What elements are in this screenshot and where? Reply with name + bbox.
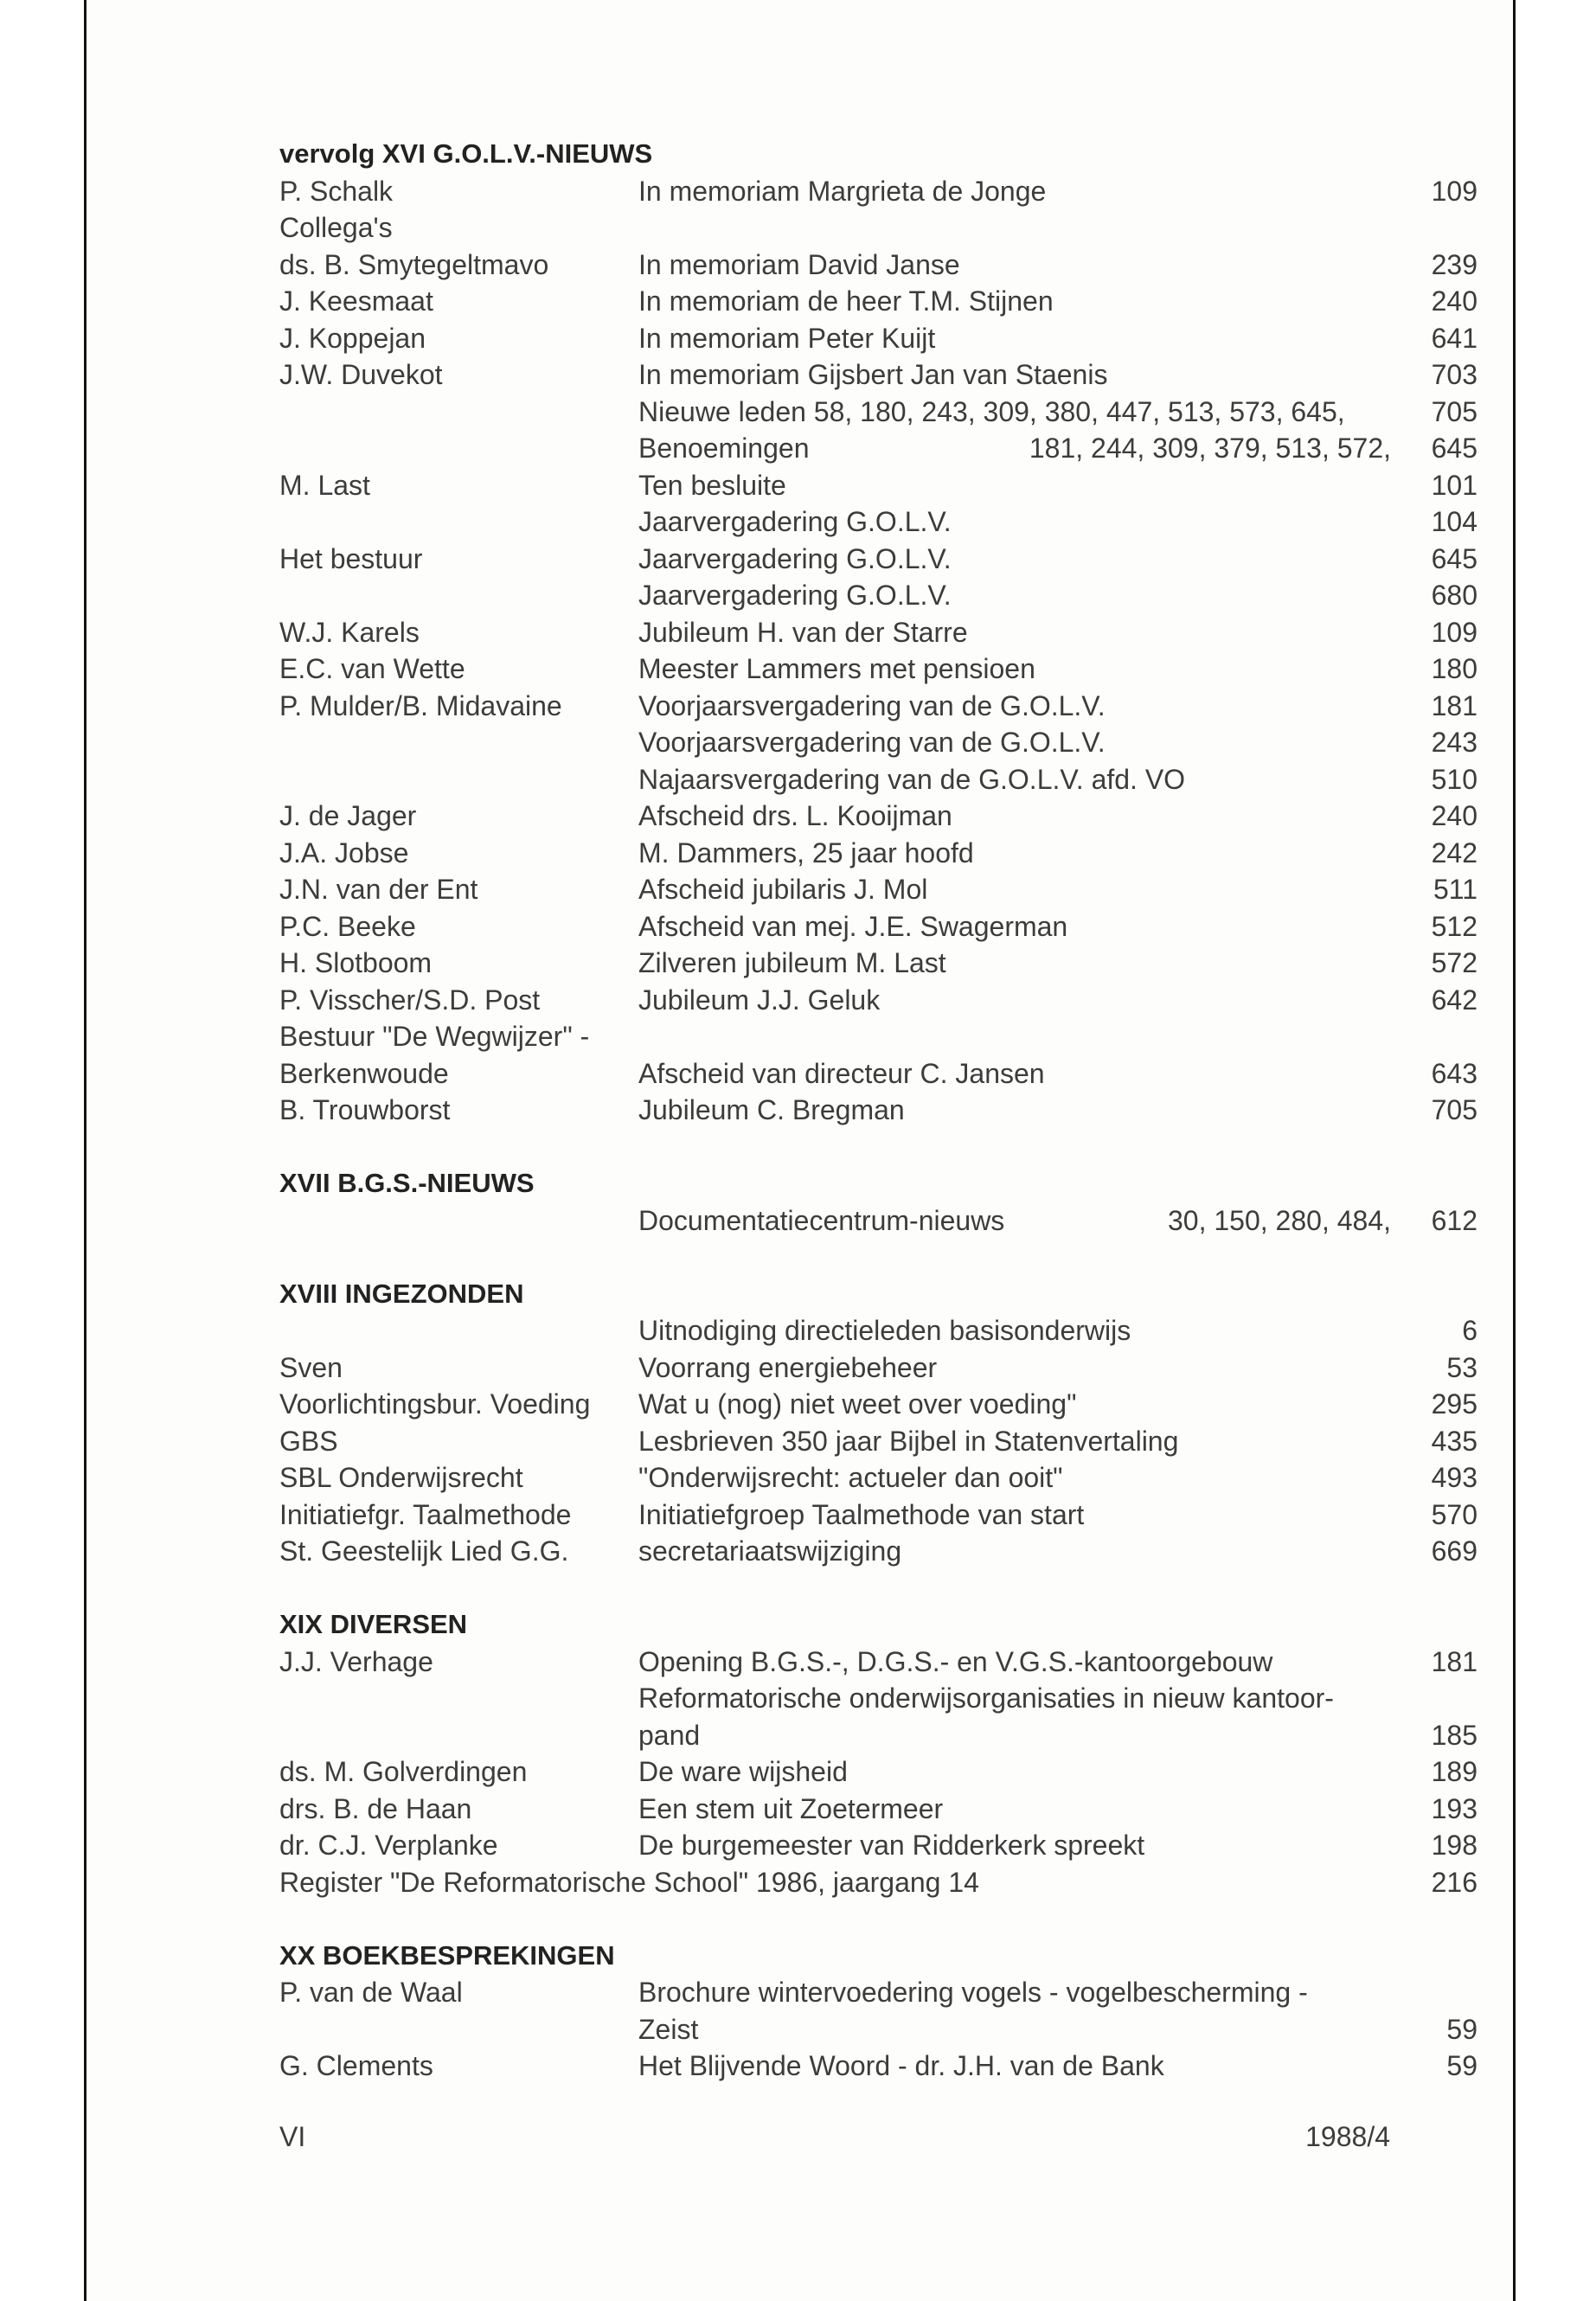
- index-entry: [279, 503, 1477, 541]
- index-entry: [279, 1533, 1477, 1570]
- entry-author: P. Schalk: [279, 175, 394, 207]
- entry-title: Voorjaarsvergadering van de G.O.L.V.: [638, 727, 1106, 758]
- entry-author: Voorlichtingsbur. Voeding: [279, 1388, 591, 1420]
- entry-author: Collega's: [279, 212, 393, 243]
- index-entry: [279, 541, 1477, 578]
- index-entry: [279, 835, 1477, 872]
- entry-title: Voorrang energiebeheer: [638, 1351, 938, 1383]
- entry-author: M. Last: [279, 469, 370, 501]
- index-entry: [279, 1791, 1477, 1828]
- entry-title: Jubileum H. van der Starre: [638, 616, 968, 648]
- entry-title: Jaarvergadering G.O.L.V.: [638, 542, 952, 574]
- entry-page: 511: [1433, 874, 1477, 905]
- entry-page: 703: [1431, 359, 1477, 390]
- entry-title: Brochure wintervoedering vogels - vogelbescherming -: [638, 1977, 1308, 2008]
- entry-author: J.J. Verhage: [279, 1645, 433, 1677]
- entry-title: pand: [638, 1719, 701, 1751]
- entry-page: 295: [1431, 1388, 1477, 1420]
- index-entry: [279, 724, 1477, 761]
- entry-title: Wat u (nog) niet weet over voeding": [638, 1388, 1077, 1420]
- entry-author: P. Visscher/S.D. Post: [279, 984, 541, 1016]
- entry-title: Afscheid drs. L. Kooijman: [638, 800, 952, 831]
- entry-page: 642: [1431, 984, 1477, 1016]
- index-entry: [279, 1753, 1477, 1791]
- entry-author: ds. M. Golverdingen: [279, 1756, 528, 1787]
- index-entry: [279, 1312, 1477, 1349]
- entry-page: 435: [1431, 1425, 1477, 1457]
- section-heading-xvii: [279, 1165, 1477, 1202]
- entry-title: Initiatiefgroep Taalmethode van start: [638, 1498, 1085, 1530]
- section-xvi-entries: [279, 173, 1477, 1129]
- entry-title: Zilveren jubileum M. Last: [638, 947, 946, 978]
- entry-title: Lesbrieven 350 jaar Bijbel in Statenvertaling: [638, 1425, 1179, 1457]
- index-entry: [279, 1644, 1477, 1681]
- entry-author: dr. C.J. Verplanke: [279, 1830, 498, 1861]
- index-entry: [279, 2011, 1477, 2048]
- entry-page: 104: [1431, 506, 1477, 537]
- index-entry: [279, 1018, 1477, 1055]
- heading-text: XVIII INGEZONDEN: [279, 1278, 524, 1309]
- entry-title: Het Blijvende Woord - dr. J.H. van de Bank: [638, 2050, 1164, 2081]
- entry-title: Afscheid van mej. J.E. Swagerman: [638, 910, 1068, 942]
- entry-title: In memoriam David Janse: [638, 248, 960, 280]
- entry-author: J.A. Jobse: [279, 836, 409, 868]
- entry-page: 109: [1431, 616, 1477, 648]
- entry-title: Jubileum C. Bregman: [638, 1094, 905, 1125]
- entry-author: Initiatiefgr. Taalmethode: [279, 1498, 572, 1530]
- entry-page: 641: [1431, 322, 1477, 354]
- index-entry: [279, 173, 1477, 210]
- index-entry: [279, 982, 1477, 1019]
- entry-author: St. Geestelijk Lied G.G.: [279, 1535, 569, 1567]
- entry-title: Reformatorische onderwijsorganisaties in nieuw kantoor-: [638, 1682, 1334, 1714]
- entry-page: 189: [1431, 1756, 1477, 1787]
- entry-title: secretariaatswijziging: [638, 1535, 902, 1567]
- entry-page: 242: [1431, 836, 1477, 868]
- entry-page: 181: [1431, 689, 1477, 721]
- index-entry: [279, 1092, 1477, 1129]
- index-entry: [279, 871, 1477, 908]
- index-entry: [279, 908, 1477, 945]
- entry-title: Benoemingen: [638, 433, 810, 464]
- entry-author: W.J. Karels: [279, 616, 420, 648]
- index-entry: [279, 430, 1477, 467]
- index-entry: [279, 1974, 1477, 2011]
- section-spacer: [279, 1239, 1477, 1276]
- entry-author: GBS: [279, 1425, 338, 1457]
- entry-title: In memoriam Margrieta de Jonge: [638, 175, 1047, 207]
- entry-page: 59: [1446, 2013, 1477, 2045]
- entry-page-list: 181, 244, 309, 379, 513, 572,: [1029, 433, 1391, 464]
- entry-title: Meester Lammers met pensioen: [638, 653, 1035, 684]
- entry-author: Berkenwoude: [279, 1057, 449, 1089]
- entry-page: 680: [1431, 580, 1477, 611]
- footer-page-number: VI: [279, 2121, 306, 2152]
- index-entry: [279, 1349, 1477, 1387]
- section-xix-entries: [279, 1644, 1477, 1901]
- entry-title: Nieuwe leden 58, 180, 243, 309, 380, 447, 513, 573, 645,: [638, 395, 1345, 427]
- entry-page: 198: [1431, 1830, 1477, 1861]
- section-xx-entries: [279, 1974, 1477, 2085]
- entry-title: Voorjaarsvergadering van de G.O.L.V.: [638, 689, 1106, 721]
- entry-author: Register "De Reformatorische School" 1986, jaargang 14: [279, 1866, 979, 1898]
- entry-author: P. van de Waal: [279, 1977, 463, 2008]
- entry-page: 669: [1431, 1535, 1477, 1567]
- index-entry: [279, 761, 1477, 798]
- entry-page: 645: [1431, 542, 1477, 574]
- entry-title: Jaarvergadering G.O.L.V.: [638, 506, 952, 537]
- entry-title: Documentatiecentrum-nieuws: [638, 1204, 1005, 1236]
- entry-page: 512: [1431, 910, 1477, 942]
- entry-title: In memoriam Gijsbert Jan van Staenis: [638, 359, 1108, 390]
- entry-title: Jaarvergadering G.O.L.V.: [638, 580, 952, 611]
- index-entry: [279, 1386, 1477, 1423]
- entry-page: 243: [1431, 727, 1477, 758]
- section-heading-xviii: [279, 1276, 1477, 1313]
- entry-title: Een stem uit Zoetermeer: [638, 1792, 944, 1824]
- entry-author: H. Slotboom: [279, 947, 433, 978]
- index-entry: [279, 651, 1477, 688]
- index-entry: [279, 283, 1477, 320]
- entry-title: M. Dammers, 25 jaar hoofd: [638, 836, 974, 868]
- entry-page: 612: [1431, 1204, 1477, 1236]
- entry-title: Zeist: [638, 2013, 699, 2045]
- index-entry: [279, 467, 1477, 504]
- entry-page: 109: [1431, 175, 1477, 207]
- entry-author: J.N. van der Ent: [279, 874, 478, 905]
- entry-page: 572: [1431, 947, 1477, 978]
- entry-page: 193: [1431, 1792, 1477, 1824]
- entry-author: P. Mulder/B. Midavaine: [279, 689, 562, 721]
- entry-author: J. Koppejan: [279, 322, 426, 354]
- index-entry: [279, 356, 1477, 394]
- index-entry: [279, 1827, 1477, 1864]
- index-entry: [279, 945, 1477, 982]
- entry-title: Uitnodiging directieleden basisonderwijs: [638, 1315, 1131, 1346]
- index-entry: [279, 577, 1477, 614]
- entry-title: Opening B.G.S.-, D.G.S.- en V.G.S.-kantoorgebouw: [638, 1645, 1273, 1677]
- index-entry: [279, 1717, 1477, 1754]
- section-heading-xvi: [279, 136, 1477, 173]
- index-entry: [279, 1202, 1477, 1240]
- entry-page: 239: [1431, 248, 1477, 280]
- heading-text: XX BOEKBESPREKINGEN: [279, 1939, 615, 1971]
- section-xviii-entries: [279, 1312, 1477, 1570]
- index-entry: [279, 247, 1477, 284]
- entry-author: J. de Jager: [279, 800, 417, 831]
- section-xvii-entries: [279, 1202, 1477, 1240]
- entry-page: 240: [1431, 800, 1477, 831]
- entry-title: Jubileum J.J. Geluk: [638, 984, 881, 1016]
- entry-page: 643: [1431, 1057, 1477, 1089]
- section-spacer: [279, 1570, 1477, 1607]
- footer-issue: 1988/4: [1305, 2121, 1390, 2152]
- entry-title: In memoriam de heer T.M. Stijnen: [638, 285, 1054, 317]
- document-page: [84, 0, 1516, 2301]
- index-entry: [279, 614, 1477, 651]
- entry-author: G. Clements: [279, 2050, 433, 2081]
- section-heading-xix: [279, 1606, 1477, 1644]
- index-entry: [279, 798, 1477, 835]
- entry-title: Ten besluite: [638, 469, 786, 501]
- page-footer: [279, 2121, 1390, 2157]
- index-content: [279, 136, 1477, 2085]
- entry-page: 493: [1431, 1462, 1477, 1493]
- section-spacer: [279, 1129, 1477, 1166]
- entry-page: 101: [1431, 469, 1477, 501]
- entry-page: 181: [1431, 1645, 1477, 1677]
- entry-author: Bestuur "De Wegwijzer" -: [279, 1021, 590, 1052]
- heading-text: XVII B.G.S.-NIEUWS: [279, 1168, 535, 1198]
- entry-author: Het bestuur: [279, 542, 423, 574]
- section-spacer: [279, 1900, 1477, 1938]
- index-entry: [279, 209, 1477, 247]
- entry-author: E.C. van Wette: [279, 653, 465, 684]
- entry-author: Sven: [279, 1351, 343, 1383]
- entry-title: In memoriam Peter Kuijt: [638, 322, 936, 354]
- entry-author: J. Keesmaat: [279, 285, 433, 317]
- entry-author: P.C. Beeke: [279, 910, 416, 942]
- index-entry: [279, 688, 1477, 725]
- entry-page: 240: [1431, 285, 1477, 317]
- entry-title: De burgemeester van Ridderkerk spreekt: [638, 1830, 1145, 1861]
- entry-author: J.W. Duvekot: [279, 359, 443, 390]
- entry-page: 53: [1446, 1351, 1477, 1383]
- heading-text: XIX DIVERSEN: [279, 1609, 468, 1639]
- entry-page: 705: [1431, 1094, 1477, 1125]
- index-entry: [279, 1497, 1477, 1534]
- index-entry: [279, 1055, 1477, 1093]
- index-entry: [279, 2048, 1477, 2085]
- entry-page: 645: [1431, 433, 1477, 464]
- index-entry: [279, 1680, 1477, 1717]
- index-entry: [279, 1459, 1477, 1497]
- index-entry: [279, 1864, 1477, 1901]
- entry-title: De ware wijsheid: [638, 1756, 848, 1787]
- entry-page: 510: [1431, 763, 1477, 795]
- entry-page: 570: [1431, 1498, 1477, 1530]
- index-entry: [279, 394, 1477, 431]
- heading-text: vervolg XVI G.O.L.V.-NIEUWS: [279, 138, 653, 169]
- index-entry: [279, 1423, 1477, 1460]
- index-entry: [279, 320, 1477, 357]
- entry-page: 59: [1446, 2050, 1477, 2081]
- entry-author: SBL Onderwijsrecht: [279, 1462, 523, 1493]
- section-heading-xx: [279, 1938, 1477, 1975]
- entry-title: Najaarsvergadering van de G.O.L.V. afd. VO: [638, 763, 1186, 795]
- entry-page: 216: [1431, 1866, 1477, 1898]
- entry-title: Afscheid jubilaris J. Mol: [638, 874, 928, 905]
- entry-author: B. Trouwborst: [279, 1094, 451, 1125]
- entry-title: "Onderwijsrecht: actueler dan ooit": [638, 1462, 1063, 1493]
- entry-page: 6: [1462, 1315, 1477, 1346]
- entry-author: drs. B. de Haan: [279, 1792, 472, 1824]
- entry-page: 185: [1431, 1719, 1477, 1751]
- entry-title: Afscheid van directeur C. Jansen: [638, 1057, 1045, 1089]
- entry-page: 705: [1431, 395, 1477, 427]
- entry-page: 180: [1431, 653, 1477, 684]
- entry-page-list: 30, 150, 280, 484,: [1168, 1204, 1391, 1236]
- entry-author: ds. B. Smytegeltmavo: [279, 248, 549, 280]
